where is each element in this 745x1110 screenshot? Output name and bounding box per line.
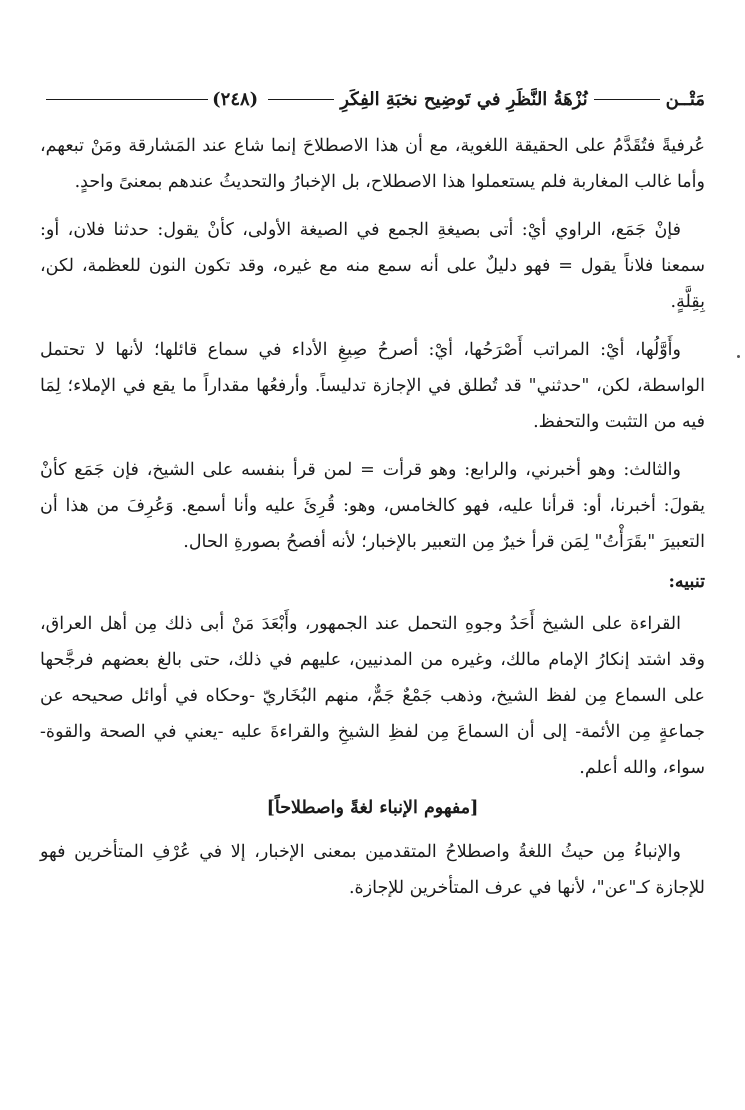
section-paragraph: والإنباءُ مِن حيثُ اللغةُ واصطلاحُ المتقدمين بمعنى الإخبار، إلا في عُرْفِ المتأخرين فهو للإجازة كـ"عن"، لأنها في عرف المتأخرين للإجازة. [40, 842, 705, 898]
header-rule-middle [268, 98, 334, 100]
header-rule-right [594, 98, 660, 100]
note-paragraph: القراءة على الشيخ أَحَدُ وجوهِ التحمل عند الجمهور، وأَبْعَدَ مَنْ أبى ذلك مِن أهل العراق، وقد اشتد إنكارُ الإمام مالك، وغيره من المدنيين، عليهم في ذلك، حتى بالغ بعضهم فرجَّحها على السماع مِن لفظ الشيخ، وذهب جَمْعٌ جَمٌّ، منهم البُخَاريّ -وحكاه في أوائل صحيحه عن جماعةٍ مِن الأئمة- إلى أن السماعَ مِن لفظِ الشيخِ والقراءةَ عليه -يعني في الصحة والقوة- سواء، والله أعلم. [40, 614, 705, 778]
margin-mark [737, 355, 740, 358]
header-rule-left [46, 98, 208, 100]
running-header [40, 82, 705, 116]
header-label: مَتْــن [665, 88, 705, 110]
note-heading: تنبيه: [668, 572, 705, 592]
paragraph-4: والثالث: وهو أخبرني، والرابع: وهو قرأت = لمن قرأ بنفسه على الشيخ، فإن جَمَع كأنْ يقولَ: أخبرنا، أو: قرأنا عليه، فهو كالخامس، وهو: قُرِئَ عليه وأنا أسمع. وَعُرِفَ من هذا أن التعبيرَ "بقَرَأْتُ" لِمَن قرأ خيرٌ مِن التعبير بالإخبار؛ لأنه أفصحُ بصورةِ الحال. [40, 460, 705, 552]
header-page-number: (٢٤٨) [212, 88, 259, 110]
section-title: [مفهوم الإنباء لغةً واصطلاحاً] [266, 798, 479, 818]
text-body [40, 128, 705, 918]
paragraph-1: عُرفيةً فتُقَدَّمُ على الحقيقة اللغوية، مع أن هذا الاصطلاحَ إنما شاع عند المَشارقة ومَنْ تبعهم، وأما غالب المغاربة فلم يستعملوا هذا الاصطلاح، بل الإخبارُ والتحديثُ عندهم بمعنىً واحدٍ. [40, 136, 705, 192]
header-book-title: نُزْهَةُ النَّظَرِ في تَوضِيح نخبَةِ الفِكَرِ [340, 88, 588, 110]
paragraph-3: وأَوَّلُها، أيْ: المراتب أَصْرَحُها، أيْ: أصرحُ صِيغِ الأداء في سماع قائلها؛ لأنها لا تحتمل الواسطة، لكن، "حدثني" قد تُطلق في الإجازة تدليساً. وأرفعُها مقداراً ما يقع في الإملاء؛ لِمَا فيه من التثبت والتحفظ. [40, 340, 705, 432]
paragraph-2: فإنْ جَمَع، الراوي أيْ: أتى بصيغةِ الجمع في الصيغة الأولى، كأنْ يقول: حدثنا فلان، أو: سمعنا فلاناً يقول = فهو دليلٌ على أنه سمع منه مع غيره، وقد تكون النون للعظمة، لكن، بِقِلَّةٍ. [40, 220, 705, 312]
